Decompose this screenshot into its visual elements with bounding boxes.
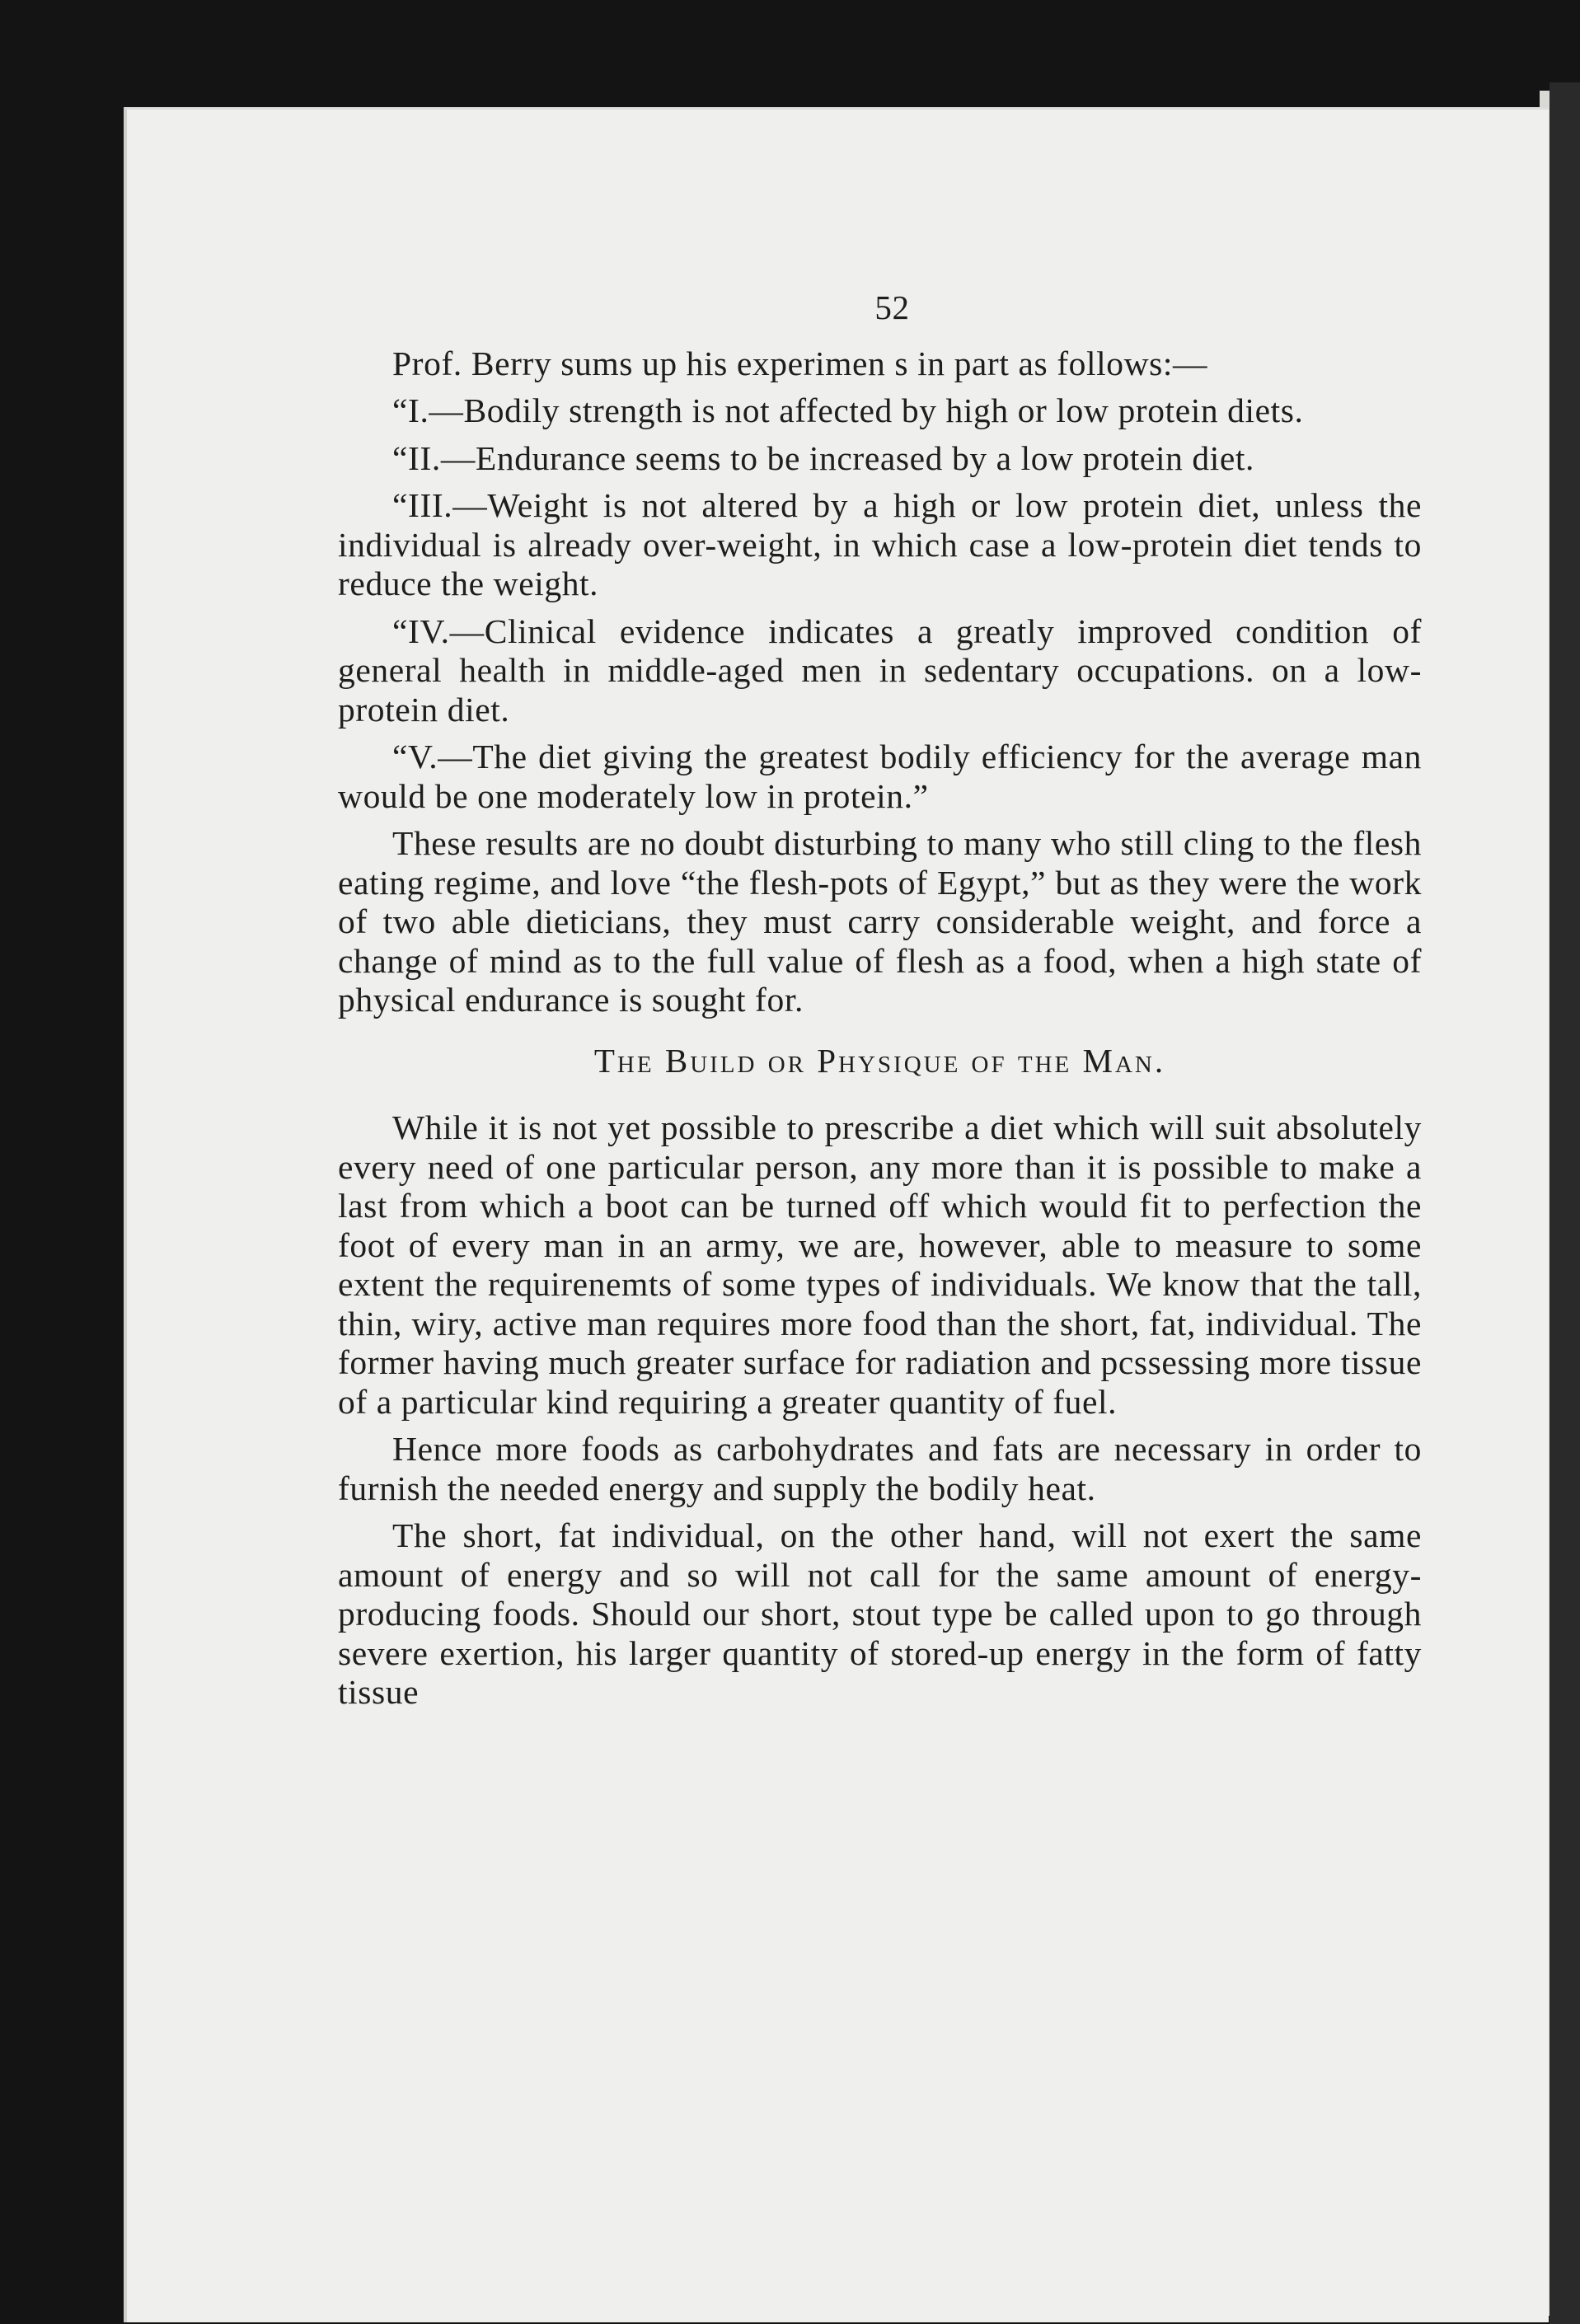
paragraph: These results are no doubt disturbing to many who still cling to the flesh eating regime, and love “the flesh-pots of Egypt,” but as they were the work of two able dieticians, they must carry considerable weight, and force a change of mind as to the full value of flesh as a food, when a high state of physical endurance is sought for. [338, 824, 1422, 1019]
paragraph: While it is not yet possible to prescribe a diet which will suit absolutely every need of one particular person, any more than it is possible to make a last from which a boot can be turned off which would fit to perfection the foot of every man in an army, we are, however, able to measure to some extent the requirenemts of some types of individuals. We know that the tall, thin, wiry, active man requires more food than the short, fat, individual. The former having much greater surface for radiation and pcssessing more tissue of a particular kind requiring a greater quantity of fuel. [338, 1108, 1422, 1421]
page-body [338, 288, 1422, 1721]
page-number: 52 [874, 288, 910, 326]
section-heading: The Build or Physique of the Man. [593, 1041, 1166, 1080]
paragraph: “V.—The diet giving the greatest bodily efficiency for the average man would be one moderately low in protein.” [338, 738, 1422, 815]
paragraph: Hence more foods as carbohydrates and fats are necessary in order to furnish the needed energy and supply the bodily heat. [338, 1430, 1422, 1507]
book-spine [1550, 82, 1580, 2324]
paragraph: “II.—Endurance seems to be increased by a low protein diet. [392, 438, 1255, 477]
paragraph: The short, fat individual, on the other hand, will not exert the same amount of energy and so will not call for the same amount of energy-producing foods. Should our short, stout type be called upon to go through severe exertion, his larger quantity of stored-up energy in the form of fatty tissue [338, 1516, 1422, 1711]
paragraph: Prof. Berry sums up his experimen s in part as follows:— [392, 344, 1208, 382]
paragraph: “III.—Weight is not altered by a high or low protein diet, unless the individual is already over-weight, in which case a low-protein diet tends to reduce the weight. [338, 486, 1422, 602]
paragraph: “IV.—Clinical evidence indicates a greatly improved condition of general health in middle-aged men in sedentary occupations. on a low-protein diet. [338, 611, 1422, 729]
paragraph: “I.—Bodily strength is not affected by high or low protein diets. [392, 391, 1304, 429]
